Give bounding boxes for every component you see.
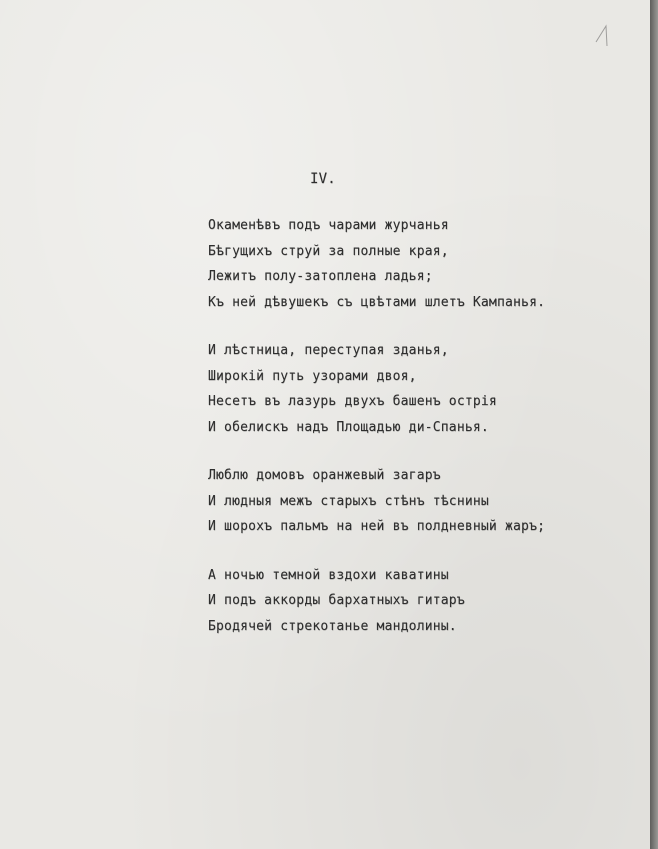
verse-line: Окаменѣвъ подъ чарами журчанья (208, 218, 449, 233)
verse-line: И шорохъ пальмъ на ней въ полдневный жаръ; (208, 519, 546, 534)
pencil-mark-icon (590, 20, 620, 50)
verse-line: А ночью темной вздохи каватины (208, 567, 449, 583)
stanza-1 (208, 213, 628, 315)
verse-line: Люблю домовъ оранжевый загаръ (208, 468, 441, 483)
poem-heading: IV. (310, 171, 336, 187)
page-edge (650, 0, 658, 849)
verse-line: И обелискъ надъ Площадью ди-Спанья. (208, 419, 489, 435)
stanza-3 (208, 463, 628, 540)
verse-line: Бродячей стрекотанье мандолины. (208, 618, 457, 634)
verse-line: И людныя межъ старыхъ стѣнъ тѣснины (208, 493, 489, 509)
verse-line: И подъ аккорды бархатныхъ гитаръ (208, 593, 465, 608)
poem (208, 168, 628, 662)
verse-line: Бѣгущихъ струй за полные края, (208, 243, 449, 259)
verse-line: Лежитъ полу-затоплена ладья; (208, 269, 433, 284)
verse-line: Несетъ въ лазурь двухъ башенъ острія (208, 394, 497, 409)
verse-line: Широкій путь узорами двоя, (208, 368, 417, 384)
verse-line: И лѣстница, переступая зданья, (208, 343, 449, 358)
stanza-4 (208, 563, 628, 640)
stanza-2 (208, 338, 628, 440)
verse-line: Къ ней дѣвушекъ съ цвѣтами шлетъ Кампанья. (208, 294, 546, 310)
